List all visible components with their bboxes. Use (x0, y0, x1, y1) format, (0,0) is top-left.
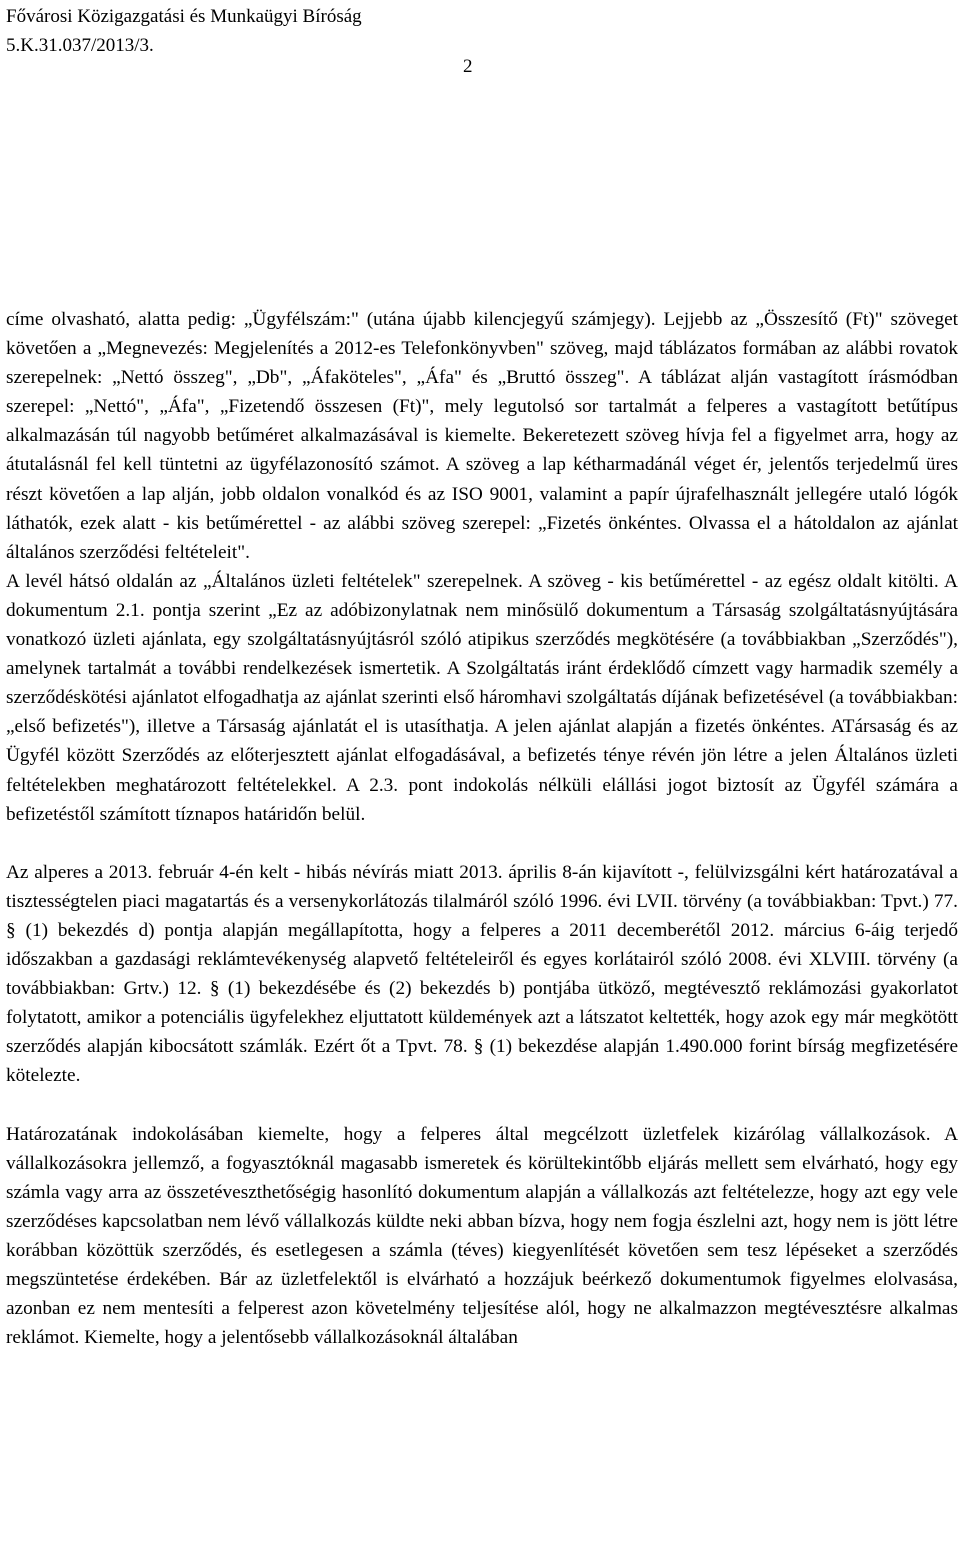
paragraph-reasoning: Határozatának indokolásában kiemelte, hogy a felperes által megcélzott üzletfelek kizárólag vállalkozások. A vállalkozásokra jellemző, a fogyasztóknál magasabb ismeretek és körültekintőbb eljárás mellett sem elvárható, hogy egy számla vagy arra az összetéveszthetőségig hasonlító dokumentum alapján a vállalkozás azt feltételezze, hogy azt egy vele szerződéses kapcsolatban nem lévő vállalkozás küldte neki abban bízva, hogy nem fogja észlelni azt, hogy nem is jött létre korábban közöttük szerződés, és esetlegesen a számla (téves) kiegyenlítését követően sem tesz lépéseket a szerződés megszüntetése érdekében. Bár az üzletfelektől is elvárható a hozzájuk beérkező dokumentumok figyelmes elolvasása, azonban ez nem mentesíti a felperest azon követelmény teljesítése alól, hogy ne alkalmazzon megtévesztésre alkalmas reklámot. Kiemelte, hogy a jelentősebb vállalkozásoknál általában (6, 1123, 958, 1349)
document-body (6, 305, 958, 1352)
document-header (6, 2, 362, 60)
paragraph-invoice-description: címe olvasható, alatta pedig: „Ügyfélszám:" (utána újabb kilencjegyű számjegy). Lejjebb az „Összesítő (Ft)" szöveget követően a „Megnevezés: Megjelenítés a 2012-es Telefonkönyvben" szöveg, majd táblázatos formában az alábbi rovatok szerepelnek: „Nettó összeg", „Db", „Áfaköteles", „Áfa" és „Bruttó összeg". A táblázat alján vastagított írásmódban szerepel: „Nettó", „Áfa", „Fizetendő összesen (Ft)", mely legutolsó sor tartalmát a felperes a vastagított betűtípus alkalmazásán túl nagyobb betűméret alkalmazásával is kiemelte. Bekeretezett szöveg hívja fel a figyelmet arra, hogy az átutalásnál fel kell tüntetni az ügyfélazonosító számot. A szöveg a lap kétharmadánál véget ér, jelentős terjedelmű üres részt követően a lap alján, jobb oldalon vonalkód és az ISO 9001, valamint a papír újrafelhasznált jellegére utaló lógók láthatók, ezek alatt - kis betűmérettel - az alábbi szöveg szerepel: „Fizetés önkéntes. Olvassa el a hátoldalon az ajánlat általános szerződési feltételeit". (6, 309, 958, 563)
case-number: 5.K.31.037/2013/3. (6, 35, 154, 56)
paragraph-decision: Az alperes a 2013. február 4-én kelt - hibás névírás miatt 2013. április 8-án kijavított -, felülvizsgálni kért határozatával a tisztességtelen piaci magatartás és a versenykorlátozás tilalmáról szóló 1996. évi LVII. törvény (a továbbiakban: Tpvt.) 77. § (1) bekezdés d) pontja alapján megállapította, hogy a felperes a 2011 decemberétől 2012. március 6-áig terjedő időszakban a gazdasági reklámtevékenység alapvető feltételeiről és egyes korlátairól szóló 2008. évi XLVIII. törvény (a továbbiakban: Grtv.) 12. § (1) bekezdésébe és (2) bekezdés b) pontjába ütköző, megtévesztő reklámozási gyakorlatot folytatott, amikor a potenciális ügyfelekhez eljuttatott küldemények azt a látszatot keltették, hogy azok egy már megkötött szerződés alapján kibocsátott számlák. Ezért őt a Tpvt. 78. § (1) bekezdése alapján 1.490.000 forint bírság megfizetésére kötelezte. (6, 861, 958, 1087)
court-name: Fővárosi Közigazgatási és Munkaügyi Bíróság (6, 6, 362, 27)
page-number: 2 (463, 56, 473, 77)
paragraph-terms-description: A levél hátsó oldalán az „Általános üzleti feltételek" szerepelnek. A szöveg - kis betűmérettel - az egész oldalt kitölti. A dokumentum 2.1. pontja szerint „Ez az adóbizonylatnak nem minősülő dokumentum a Társaság szolgáltatásnyújtására vonatkozó üzleti ajánlata, egy szolgáltatásnyújtásról szóló atipikus szerződés megkötésére (a továbbiakban „Szerződés"), amelynek tartalmát a további rendelkezések ismertetik. A Szolgáltatás iránt érdeklődő címzett vagy harmadik személy a szerződéskötési ajánlatot elfogadhatja az ajánlat szerinti első háromhavi szolgáltatás díjának befizetésével (a továbbiakban: „első befizetés"), illetve a Társaság ajánlatát el is utasíthatja. A jelen ajánlat alapján a fizetés önkéntes. ATársaság és az Ügyfél között Szerződés az előterjesztett ajánlat elfogadásával, a befizetés ténye révén jön létre a jelen Általános üzleti feltételekben meghatározott feltételekkel. A 2.3. pont indokolás nélküli elállási jogot biztosít az Ügyfél számára a befizetéstől számított tíznapos határidőn belül. (6, 570, 958, 825)
